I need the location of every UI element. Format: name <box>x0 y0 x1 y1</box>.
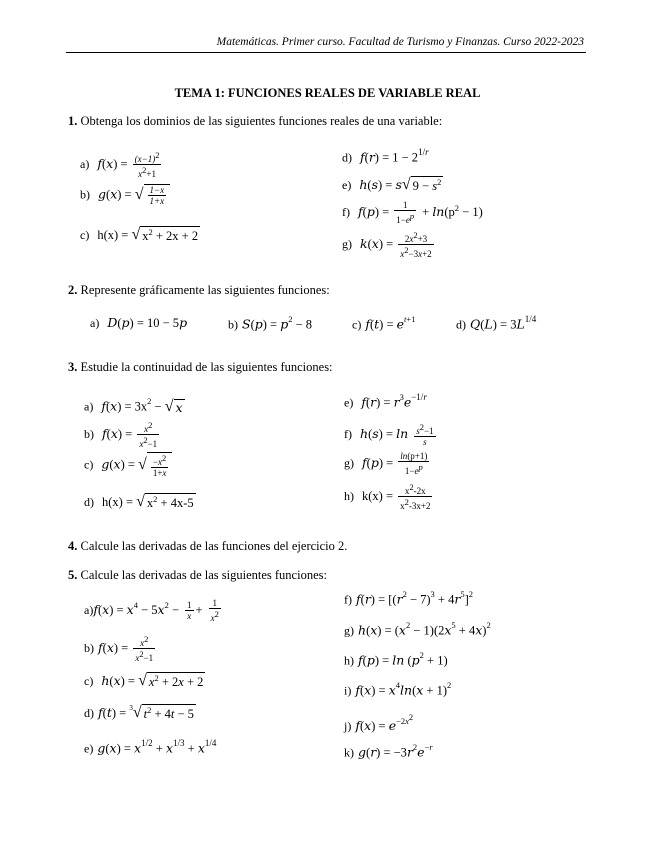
question-1-number: 1. <box>68 114 78 128</box>
question-3-text: Estudie la continuidad de las siguientes funciones: <box>80 360 333 374</box>
question-5-number: 5. <box>68 568 78 582</box>
q5-item-c: c) h(x) = √ $x^2 + 2x + 2$ <box>84 672 204 690</box>
question-2 <box>68 283 330 298</box>
question-1 <box>68 114 442 129</box>
q3-item-c: c) g(x) = √ $\frac{-x^2}{1+x}$ <box>84 452 172 478</box>
question-4 <box>68 539 347 554</box>
q5-item-a: $a)f(x) = x^4 - 5x^2$ − $\frac{1}{x}$ + $\frac{1}{x^2}$ <box>84 598 219 623</box>
q2-item-a: a) D(p) = 10 − 5p <box>90 315 188 330</box>
q1-item-a: a) f(x) = $\frac{(x-1)^2}{x^2+1}$ <box>80 150 160 179</box>
q1-item-c: c) h(x) = √ $x^2 + 2x + 2$ <box>80 226 199 244</box>
q3-item-f: f) h(s) = ln $\frac{s^2-1}{s}$ <box>344 422 434 447</box>
q5-item-d: d) f(t) = $^3$√ $t^2 + 4t - 5$ <box>84 704 194 722</box>
q3-item-h: h) k(x) = $\frac{x^2-2x}{x^2-3x+2}$ <box>344 482 431 511</box>
q1-item-e: e) h(s) = s√ $9 - s^2$ <box>342 176 442 194</box>
q3-item-e: e) $f(r) = r^3e^{-1/r}$ <box>344 392 427 410</box>
q5-item-j: j) $f(x) = e^{-2x^2}$ <box>344 712 414 734</box>
q5-item-f: f) $f(r) = [(r^2 - 7)^3 + 4r^5]^2$ <box>344 589 474 607</box>
q2-item-d: d) $Q(L) = 3L^{1/4}$ <box>456 314 537 332</box>
question-4-text: Calcule las derivadas de las funciones del ejercicio 2. <box>80 539 348 553</box>
question-3-number: 3. <box>68 360 78 374</box>
question-2-text: Represente gráficamente las siguientes funciones: <box>80 283 330 297</box>
q2-item-b: b) $S(p) = p^2 - 8$ <box>228 314 313 332</box>
page-title: TEMA 1: FUNCIONES REALES DE VARIABLE REAL <box>174 86 481 100</box>
header-rule <box>66 52 586 53</box>
q5-item-k: k) $g(r) = -3r^2e^{-r}$ <box>344 742 433 760</box>
q1-item-f: f) f(p) = $\frac{1}{1-e^p}$ + $\ln(p^2 - 1)$ <box>342 200 483 225</box>
q1-item-b: b) g(x) = √ $\frac{1-x}{1+x}$ <box>80 184 170 206</box>
question-2-number: 2. <box>68 283 78 297</box>
question-5-text: Calcule las derivadas de las siguientes funciones: <box>80 568 327 582</box>
q3-item-b: b) f(x) = $\frac{x^2}{x^2-1}$ <box>84 420 158 449</box>
q3-item-a: a) $f(x) = 3x^2$ − √ x <box>84 396 183 415</box>
question-5 <box>68 568 327 583</box>
q5-item-g: g) $h(x) = (x^2 - 1)(2x^5 + 4x)^2$ <box>344 620 491 638</box>
q3-item-g: g) f(p) = $\frac{\ln(p+1)}{1-e^p}$ <box>344 451 428 476</box>
q5-item-e: e) $g(x) = x^{1/2} + x^{1/3} + x^{1/4}$ <box>84 738 217 756</box>
page-header: Matemáticas. Primer curso. Facultad de Turismo y Finanzas. Curso 2022-2023 <box>216 36 584 48</box>
q5-item-b: b) f(x) = $\frac{x^2}{x^2-1}$ <box>84 634 154 663</box>
q1-item-d: d) $f(r) = 1 - 2^{1/r}$ <box>342 147 429 165</box>
question-4-number: 4. <box>68 539 78 553</box>
question-1-text: Obtenga los dominios de las siguientes funciones reales de una variable: <box>80 114 443 128</box>
q2-item-c: c) $f(t) = e^{t+1}$ <box>352 314 416 332</box>
question-3 <box>68 360 333 375</box>
q3-item-d: d) h(x) = √ $x^2 + 4x-5$ <box>84 493 194 511</box>
q1-item-g: g) k(x) = $\frac{2x^2+3}{x^2-3x+2}$ <box>342 230 432 259</box>
q5-item-h: h) $f(p) = \ln (p^2 + 1)$ <box>344 650 448 668</box>
q5-item-i: i) $f(x) = x^4\ln(x + 1)^2$ <box>344 680 452 698</box>
